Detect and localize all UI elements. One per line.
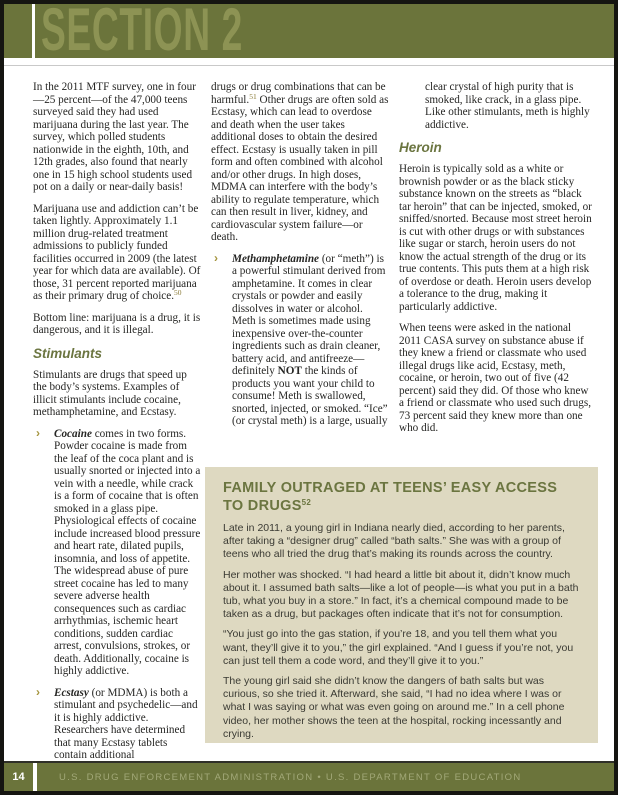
header-rule: [4, 65, 614, 66]
bullet-text: (or “meth”) is a powerful stimulant derived from amphetamine. It comes in clear crystals or powder and easily dissolves in water or alcohol. Meth is sometimes made using inexpensive over-the-counter ingredients such as drain cleaner, battery acid, and antifreeze—definitely: [232, 252, 386, 377]
not-emphasis: NOT: [277, 365, 302, 377]
paragraph-bottom-line: Bottom line: marijuana is a drug, it is dangerous, and it is illegal.: [33, 311, 201, 336]
family-box-paragraph-1: Late in 2011, a young girl in Indiana nearly died, according to her parents, after taking a “designer drug” called “bath salts.” She was with a group of teens who all tried the drug that’s making its rounds across the country.: [223, 522, 565, 561]
bullet-item-methamphetamine: [211, 250, 389, 428]
paragraph-text: drugs or drug combinations that can be harmful.: [211, 81, 386, 106]
bullet-text: (or MDMA) is both a stimulant and psychedelic—and it is highly addictive. Researchers have determined that many Ecstasy tablets contain additional: [54, 686, 198, 761]
bullet-lead-cocaine: Cocaine: [54, 427, 92, 440]
heroin-heading: Heroin: [399, 140, 442, 155]
paragraph-stimulants-intro: Stimulants are drugs that speed up the body’s systems. Examples of illicit stimulants include cocaine, methamphetamine, and Ecstasy.: [33, 368, 187, 418]
family-box-paragraph-4: The young girl said she didn’t know the dangers of bath salts but was curious, so she tried it. Afterward, she said, “I had no idea where I was or what I was saying or what was even going on around me.” In a cell phone video, her mother shows the teen at the hospital, rocking incessantly and crying.: [223, 675, 565, 740]
family-outraged-box: [205, 467, 598, 743]
paragraph-marijuana-addiction: [33, 203, 201, 303]
paragraph-meth-continued: clear crystal of high purity that is smoked, like crack, in a glass pipe. Like other stimulants, meth is highly addictive.: [425, 81, 590, 131]
header-band: [4, 4, 614, 58]
bullet-text: the kinds of products you want your child to consume! Meth is swallowed, snorted, injected, or smoked. “Ice” (or crystal meth) is a large, usually: [232, 365, 388, 427]
paragraph-text: Marijuana use and addiction can’t be taken lightly. Approximately 1.1 million drug-related treatment admissions to publicly funded facilities occurred in 2009 (the latest year for which data are available). Of those, 31 percent reported marijuana as their primary drug of choice.: [33, 202, 201, 302]
header-divider: [32, 4, 35, 58]
footer-bar: [4, 761, 614, 791]
chevron-bullet-icon: ›: [214, 250, 218, 265]
family-box-paragraph-3: “You just go into the gas station, if you’re 18, and you tell them what you want, they’ll give it to you,” the girl explained. “And I guess if you’re not, you can just tell them a code word, and they’ll give it to you.”: [223, 628, 574, 667]
paragraph-ecstasy-continued: [211, 81, 389, 244]
footer-text: U.S. DRUG ENFORCEMENT ADMINISTRATION • U.S. DEPARTMENT OF EDUCATION: [37, 763, 614, 791]
bullet-text: comes in two forms. Powder cocaine is made from the leaf of the coca plant and is usually snorted or injected into a vein with a needle, while crack is a form of cocaine that is often smoked in a glass pipe. Physiological effects of cocaine include increased blood pressure and heart rate, dilated pupils, insomnia, and loss of appetite. The widespread abuse of pure street cocaine has led to many severe adverse health consequences such as cardiac arrhythmias, ischemic heart conditions, sudden cardiac arrest, convulsions, strokes, or death. Additionally, cocaine is highly addictive.: [54, 427, 201, 677]
column-1: [33, 81, 201, 771]
stimulants-heading: Stimulants: [33, 345, 103, 361]
paragraph-casa-survey: When teens were asked in the national 2011 CASA survey on substance abuse if they knew a friend or classmate who used illegal drugs like acid, Ecstasy, meth, cocaine, or heroin, two out of five (42 percent) said they did. Of those who knew a friend or classmate who used such drugs, 73 percent said they knew more than one who did.: [399, 322, 592, 434]
chevron-bullet-icon: ›: [36, 684, 40, 699]
bullet-lead-methamphetamine: Methamphetamine: [232, 252, 320, 265]
family-box-title: [223, 479, 580, 515]
chevron-bullet-icon: ›: [36, 425, 40, 440]
paragraph-mtf-survey: In the 2011 MTF survey, one in four—25 percent—of the 47,000 teens surveyed said they had used marijuana during the last year. The survey, which polled students nationwide in the eighth, 10th, and 12th grades, also found that nearly one in 15 high school students used pot on a daily or near-daily basis!: [33, 81, 196, 193]
page-number: 14: [4, 763, 33, 791]
footnote-ref-51: 51: [249, 91, 257, 101]
bullet-item-cocaine: [33, 425, 201, 678]
paragraph-heroin: Heroin is typically sold as a white or brownish powder or as the black sticky substance known on the streets as “black tar heroin” that can be injected, smoked, or sniffed/snorted. Because most street heroin is cut with other drugs or with substances like sugar or starch, heroin users do not know the actual strength of the drug or its true contents. This puts them at a high risk of overdose or death. Heroin users develop a tolerance to the drug, making it particularly addictive.: [399, 163, 592, 313]
family-box-title-text: FAMILY OUTRAGED AT TEENS’ EASY ACCESS TO DRUGS: [223, 480, 558, 514]
section-title: SECTION 2: [41, 4, 243, 58]
footnote-ref-50: 50: [174, 288, 182, 297]
paragraph-text: Other drugs are often sold as Ecstasy, which can lead to overdose and death when the user takes additional doses to obtain the desired effect. Ecstasy is usually taken in pill form and often combined with alcohol and/or other drugs. In high doses, MDMA can interfere with the body’s ability to regulate temperature, which can then result in liver, kidney, and cardiovascular system failure—or death.: [211, 93, 389, 243]
bullet-lead-ecstasy: Ecstasy: [54, 686, 89, 699]
bullet-item-ecstasy: [33, 684, 201, 762]
family-box-paragraph-2: Her mother was shocked. “I had heard a little bit about it, didn’t know much about it. I assumed bath salts—like a lot of people—is what you put in a bath tub, what you buy in a store.” In fact, it’s a chemical compound made to be taken as a drug, but packages often indicate that it’s not for consumption.: [223, 568, 579, 621]
footnote-ref-52: 52: [301, 498, 312, 507]
